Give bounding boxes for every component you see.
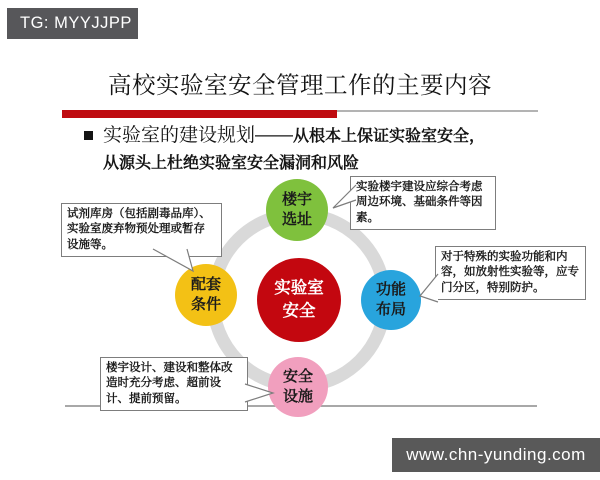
node-function-layout-line2: 布局 (375, 301, 406, 318)
node-function-layout-line1: 功能 (375, 281, 406, 298)
node-building-site-line1: 楼宇 (281, 191, 312, 208)
callout-reagent-storage: 试剂库房（包括剧毒品库）、实验室废弃物预处理或暂存设施等。 (61, 203, 222, 257)
bullet-lead-text: 实验室的建设规划 (103, 125, 256, 146)
tg-watermark-badge: TG: MYYJJPP (7, 8, 138, 39)
node-lab-safety-line1: 实验室 (274, 279, 324, 297)
node-supporting-conditions-line2: 条件 (190, 296, 221, 313)
node-supporting-conditions-line1: 配套 (190, 276, 221, 293)
node-function-layout (361, 270, 421, 330)
node-lab-safety-center (257, 258, 341, 342)
bullet-dash: —— (255, 125, 294, 146)
website-badge: www.chn-yunding.com (392, 438, 600, 472)
callout-special-functions: 对于特殊的实验功能和内容，如放射性实验等，应专门分区，特别防护。 (435, 246, 586, 300)
node-building-site-line2: 选址 (281, 211, 312, 228)
node-safety-facilities-line2: 设施 (282, 388, 313, 405)
node-lab-safety-line2: 安全 (282, 302, 316, 320)
bullet-line-2: 从源头上杜绝实验室安全漏洞和风险 (103, 155, 360, 172)
node-safety-facilities-line1: 安全 (282, 368, 313, 385)
callout-building-construction: 实验楼宇建设应综合考虑周边环境、基础条件等因素。 (350, 176, 496, 230)
node-building-site (266, 179, 328, 241)
node-supporting-conditions (175, 264, 237, 326)
bullet-bold-text: 从根本上保证实验室安全， (293, 128, 486, 145)
node-safety-facilities (268, 357, 328, 417)
page-title: 高校实验室安全管理工作的主要内容 (108, 72, 492, 98)
callout-building-design: 楼宇设计、建设和整体改造时充分考虑、超前设计、提前预留。 (100, 357, 248, 411)
